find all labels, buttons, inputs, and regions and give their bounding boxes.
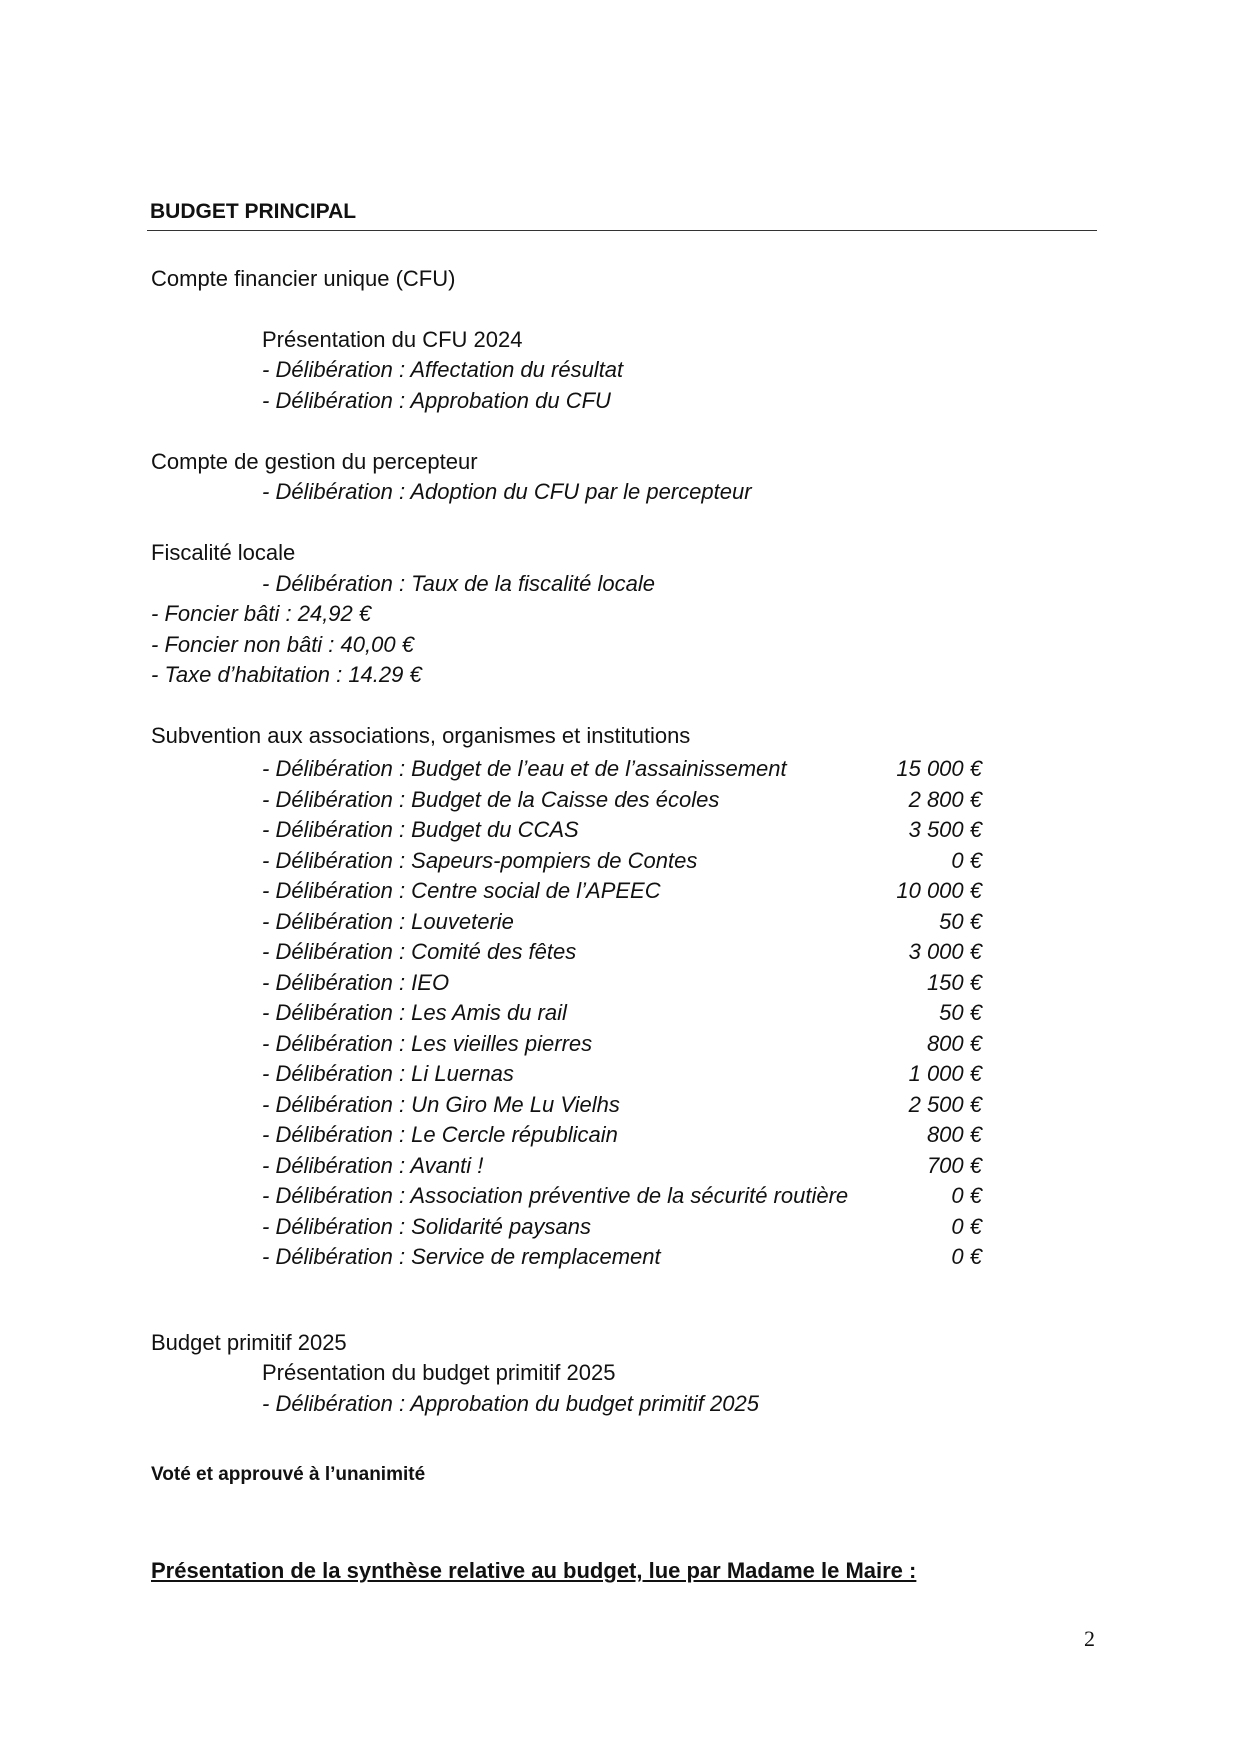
list-item — [262, 1029, 982, 1060]
cfu-presentation: Présentation du CFU 2024 — [262, 327, 523, 352]
subvention-label: - Délibération : Centre social de l’APEEC — [262, 878, 661, 903]
subvention-amount: 0 € — [951, 1183, 982, 1208]
vote-statement: Voté et approuvé à l’unanimité — [151, 1464, 426, 1485]
subvention-label: - Délibération : Solidarité paysans — [262, 1213, 591, 1239]
gestion-deliberation: - Délibération : Adoption du CFU par le percepteur — [262, 479, 752, 504]
list-item — [262, 1120, 982, 1151]
list-item — [262, 937, 982, 968]
subvention-label: - Délibération : Avanti ! — [262, 1152, 484, 1178]
subvention-label: - Délibération : Les Amis du rail — [262, 1000, 567, 1025]
subventions-title: Subvention aux associations, organismes et institutions — [151, 723, 691, 748]
fiscalite-rate: - Foncier non bâti : 40,00 € — [151, 632, 414, 657]
cfu-deliberation-2: - Délibération : Approbation du CFU — [262, 388, 611, 413]
subvention-amount: 3 500 € — [908, 817, 982, 842]
cfu-title: Compte financier unique (CFU) — [151, 266, 456, 291]
list-item — [262, 907, 982, 938]
subvention-amount: 800 € — [926, 1030, 982, 1056]
subvention-amount: 50 € — [939, 1000, 982, 1025]
list-item — [262, 785, 982, 816]
subvention-label: - Délibération : Comité des fêtes — [262, 939, 577, 964]
fiscalite-rate: - Taxe d’habitation : 14.29 € — [151, 662, 422, 687]
subvention-label: - Délibération : Budget de la Caisse des écoles — [262, 786, 720, 812]
fiscalite-rate: - Foncier bâti : 24,92 € — [151, 601, 372, 626]
primitif-presentation: Présentation du budget primitif 2025 — [262, 1360, 616, 1385]
subvention-label: - Délibération : Sapeurs-pompiers de Contes — [262, 847, 698, 873]
list-item — [262, 876, 982, 907]
subvention-amount: 800 € — [926, 1122, 982, 1147]
fiscalite-title: Fiscalité locale — [151, 540, 296, 565]
list-item — [262, 846, 982, 877]
subvention-amount: 15 000 € — [896, 756, 982, 781]
subvention-label: - Délibération : Un Giro Me Lu Vielhs — [262, 1091, 620, 1117]
subvention-amount: 150 € — [926, 969, 982, 995]
subvention-label: - Délibération : Le Cercle républicain — [262, 1122, 618, 1147]
subvention-amount: 0 € — [951, 847, 982, 873]
subvention-amount: 10 000 € — [896, 878, 982, 903]
list-item — [262, 1151, 982, 1182]
fiscalite-deliberation: - Délibération : Taux de la fiscalité locale — [262, 571, 655, 596]
subvention-label: - Délibération : Budget du CCAS — [262, 817, 579, 842]
budget-heading: BUDGET PRINCIPAL — [150, 200, 357, 223]
primitif-title: Budget primitif 2025 — [151, 1330, 347, 1355]
heading-rule — [147, 230, 1097, 231]
list-item — [262, 1059, 982, 1090]
primitif-deliberation: - Délibération : Approbation du budget primitif 2025 — [262, 1391, 759, 1416]
subvention-label: - Délibération : Li Luernas — [262, 1061, 514, 1086]
list-item — [262, 1242, 982, 1273]
subvention-amount: 0 € — [951, 1244, 982, 1269]
gestion-title: Compte de gestion du percepteur — [151, 449, 478, 474]
subvention-label: - Délibération : Service de remplacement — [262, 1244, 661, 1269]
subvention-amount: 50 € — [939, 908, 982, 934]
subvention-amount: 2 800 € — [908, 786, 982, 812]
subvention-label: - Délibération : Louveterie — [262, 908, 514, 934]
page-number: 2 — [1084, 1626, 1095, 1651]
subvention-amount: 3 000 € — [908, 939, 982, 964]
subventions-list — [262, 754, 982, 1273]
subvention-label: - Délibération : IEO — [262, 969, 450, 995]
list-item — [262, 1212, 982, 1243]
list-item — [262, 754, 982, 785]
list-item — [262, 1090, 982, 1121]
subvention-label: - Délibération : Budget de l’eau et de l’assainissement — [262, 756, 787, 781]
subvention-label: - Délibération : Association préventive de la sécurité routière — [262, 1183, 849, 1208]
subvention-amount: 2 500 € — [908, 1091, 982, 1117]
subvention-amount: 0 € — [951, 1213, 982, 1239]
cfu-deliberation-1: - Délibération : Affectation du résultat — [262, 357, 624, 382]
list-item — [262, 968, 982, 999]
list-item — [262, 998, 982, 1029]
subvention-label: - Délibération : Les vieilles pierres — [262, 1030, 593, 1056]
list-item — [262, 815, 982, 846]
synthese-heading: Présentation de la synthèse relative au budget, lue par Madame le Maire : — [151, 1558, 917, 1583]
subvention-amount: 1 000 € — [908, 1061, 982, 1086]
subvention-amount: 700 € — [926, 1152, 982, 1178]
list-item — [262, 1181, 982, 1212]
